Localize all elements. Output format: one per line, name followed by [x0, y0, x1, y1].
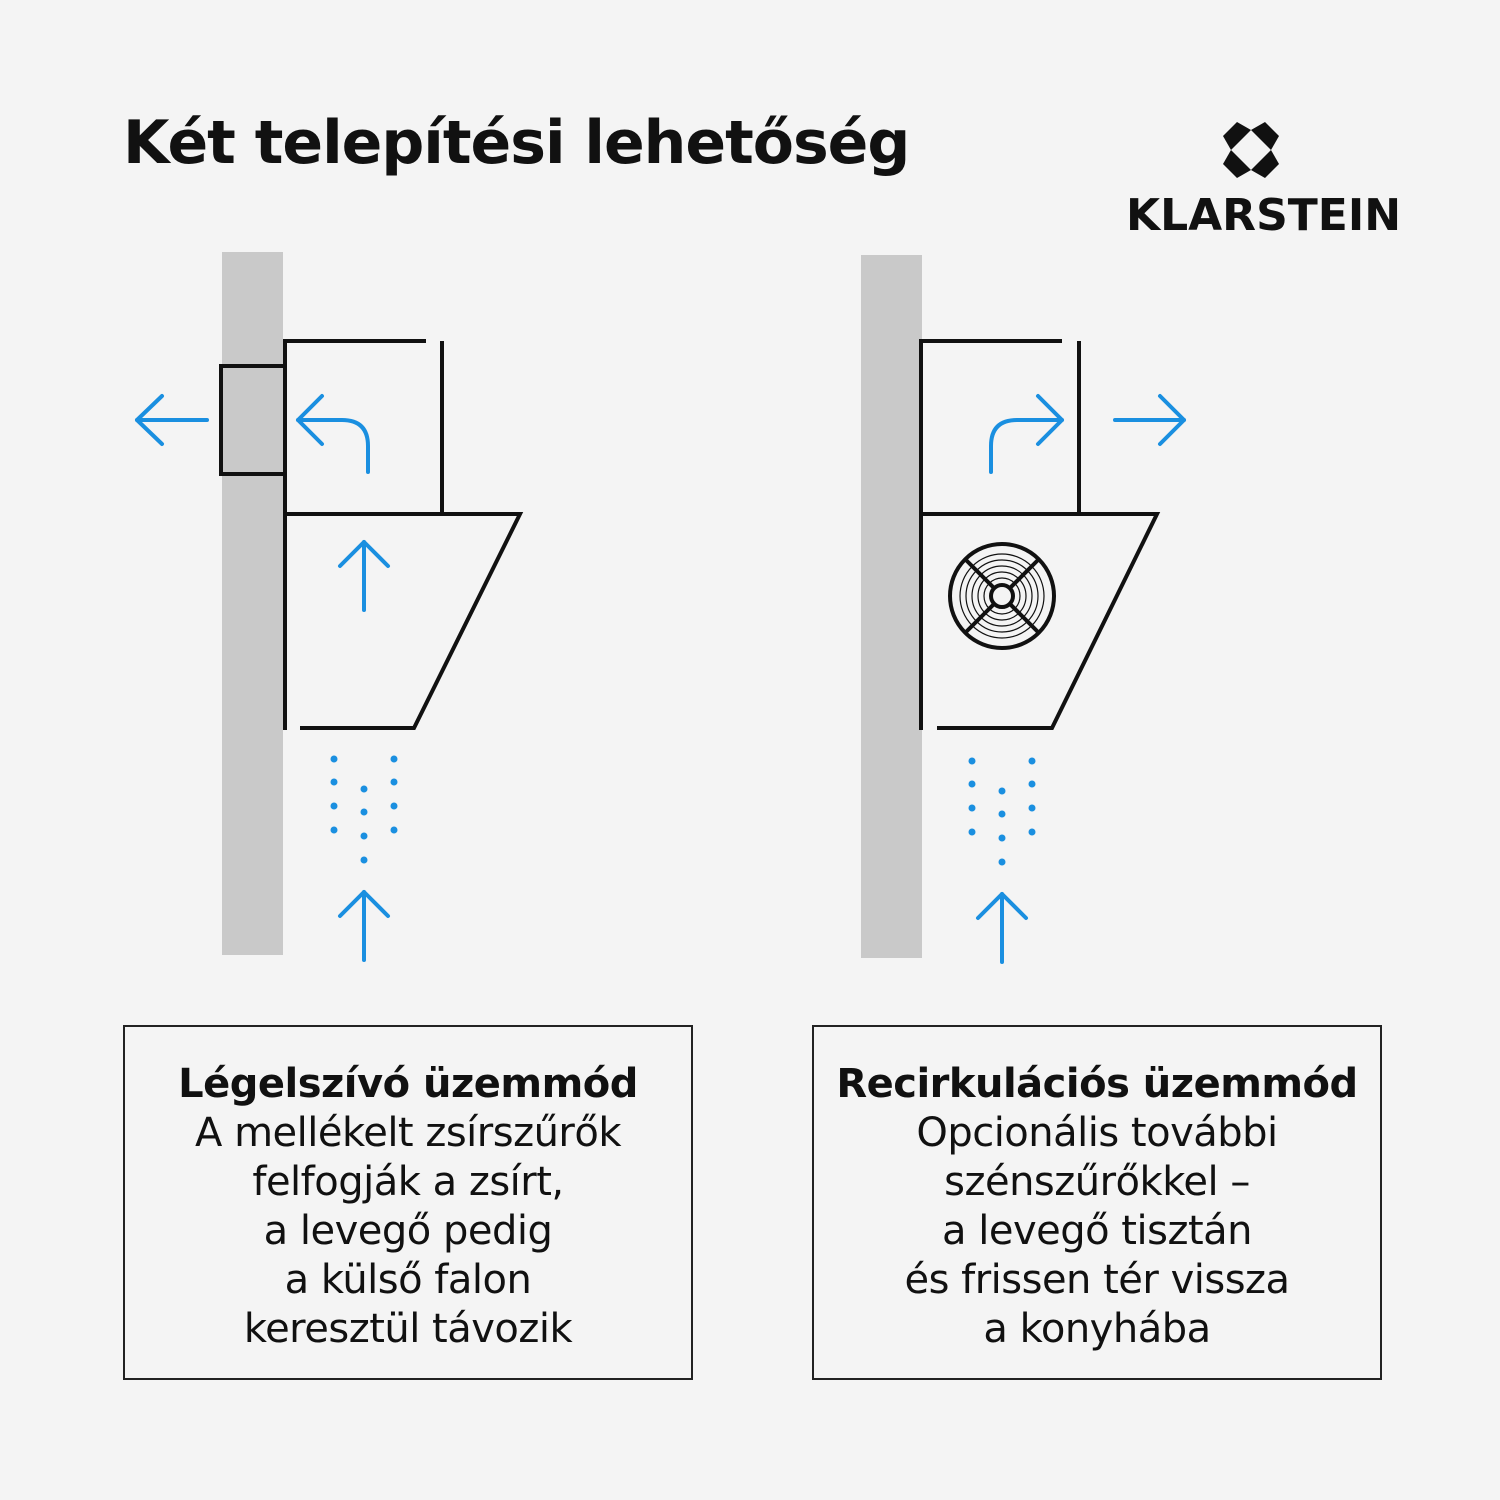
extraction-mode-line: a levegő pedig: [263, 1208, 553, 1254]
recirculation-mode-line: Opcionális további: [916, 1110, 1278, 1156]
recirculation-mode-line: a konyhába: [983, 1306, 1211, 1352]
bottom-up-arrow-right: [978, 894, 1026, 962]
recirculation-arrow-out: [1115, 396, 1184, 444]
extraction-mode-title: Légelszívó üzemmód: [178, 1061, 638, 1107]
bottom-up-arrow-left: [340, 892, 388, 960]
brand-name: KLARSTEIN: [1126, 190, 1402, 241]
recirculation-mode-line: és frissen tér vissza: [904, 1257, 1290, 1303]
steam-dots-right: [969, 758, 1036, 866]
recirculation-mode-title: Recirkulációs üzemmód: [836, 1061, 1358, 1107]
extraction-mode-box: [123, 1025, 693, 1380]
recirculation-mode-box: [812, 1025, 1382, 1380]
extraction-mode-line: felfogják a zsírt,: [252, 1159, 564, 1205]
chimney-left: [285, 341, 426, 730]
fan-filter-icon: [950, 544, 1054, 648]
hood-canopy-left: [285, 514, 520, 728]
wall-right: [861, 255, 922, 958]
recirculation-mode-diagram: [861, 255, 1184, 962]
recirculation-mode-line: a levegő tisztán: [942, 1208, 1252, 1254]
extraction-mode-line: a külső falon: [284, 1257, 532, 1303]
recirculation-mode-line: szénszűrőkkel –: [944, 1159, 1250, 1205]
exhaust-arrow-outside: [137, 396, 207, 444]
extraction-mode-line: keresztül távozik: [243, 1306, 573, 1352]
inner-up-arrow-left: [340, 542, 388, 610]
recirculation-arrow-turn: [991, 396, 1062, 472]
page-title: Két telepítési lehetőség: [123, 108, 910, 178]
exhaust-arrow-turn: [298, 396, 368, 472]
wall-left: [222, 252, 283, 955]
steam-dots-left: [331, 756, 398, 864]
extraction-mode-diagram: [137, 252, 520, 960]
extraction-mode-line: A mellékelt zsírszűrők: [194, 1110, 621, 1156]
